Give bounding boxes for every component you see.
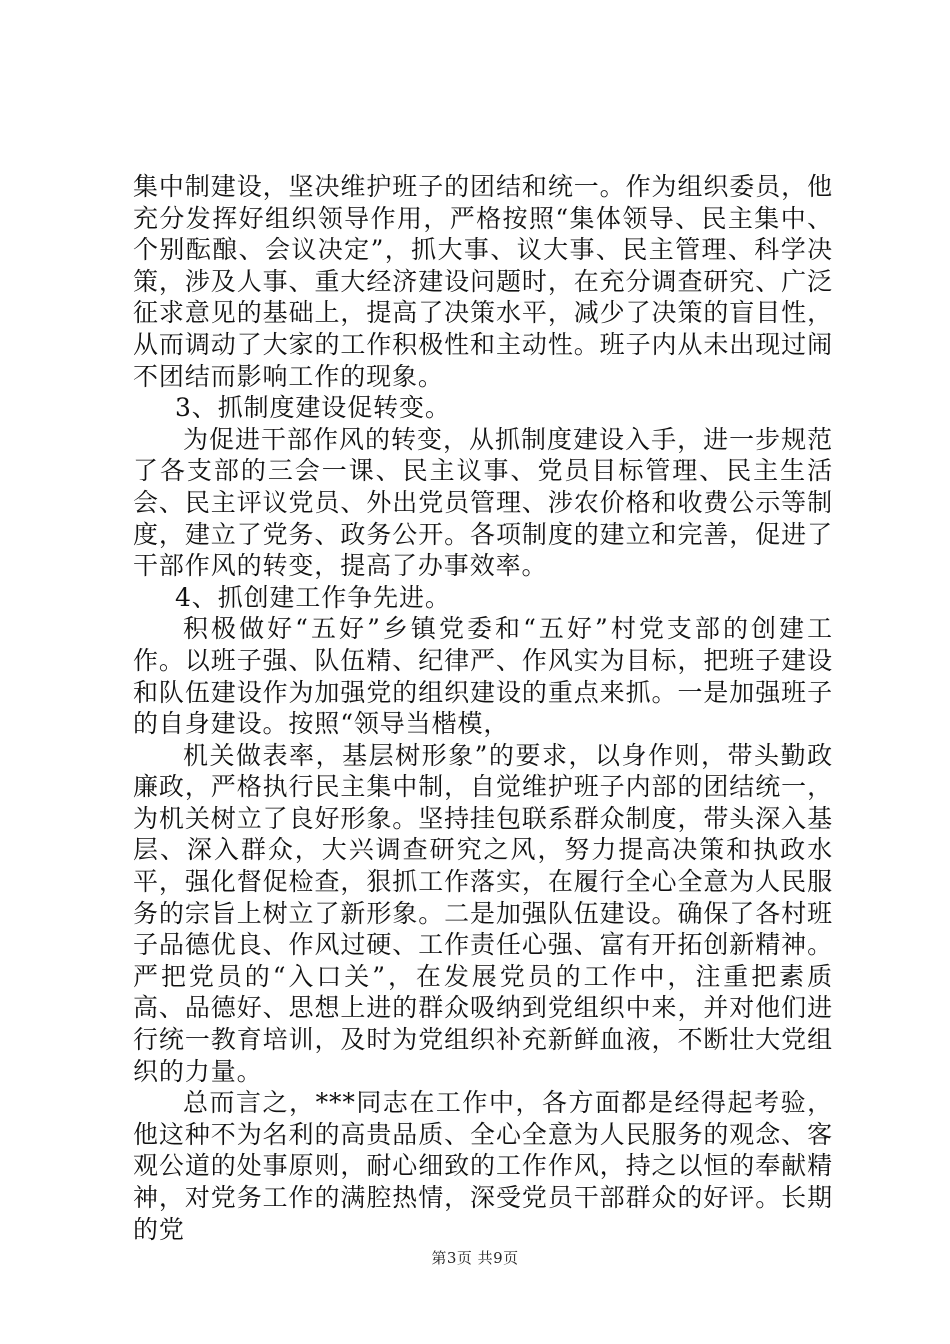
paragraph: 积极做好“五好”乡镇党委和“五好”村党支部的创建工作。以班子强、队伍精、纪律严、作风实为目标，把班子建设和队伍建设作为加强党的组织建设的重点来抓。一是加强班子的自身建设。按照“领导当楷模，	[133, 614, 833, 739]
section-heading: 4、抓创建工作争先进。	[175, 582, 451, 612]
page-number-label: 第3页 共9页	[431, 1249, 519, 1267]
paragraph: 为促进干部作风的转变，从抓制度建设入手，进一步规范了各支部的三会一课、民主议事、党员目标管理、民主生活会、民主评议党员、外出党员管理、涉农价格和收费公示等制度，建立了党务、政务公开。各项制度的建立和完善，促进了干部作风的转变，提高了办事效率。	[133, 424, 833, 581]
paragraph: 集中制建设，坚决维护班子的团结和统一。作为组织委员，他充分发挥好组织领导作用，严格按照“集体领导、民主集中、个别酝酿、会议决定”，抓大事、议大事、民主管理、科学决策，涉及人事、重大经济建设问题时，在充分调查研究、广泛征求意见的基础上，提高了决策水平，减少了决策的盲目性，从而调动了大家的工作积极性和主动性。班子内从未出现过闹不团结而影响工作的现象。	[133, 172, 833, 391]
body-text	[133, 171, 833, 1245]
paragraph: 机关做表率，基层树形象”的要求，以身作则，带头勤政廉政，严格执行民主集中制，自觉维护班子内部的团结统一，为机关树立了良好形象。坚持挂包联系群众制度，带头深入基层、深入群众，大兴调查研究之风，努力提高决策和执政水平，强化督促检查，狠抓工作落实，在履行全心全意为人民服务的宗旨上树立了新形象。二是加强队伍建设。确保了各村班子品德优良、作风过硬、工作责任心强、富有开拓创新精神。严把党员的“入口关”，在发展党员的工作中，注重把素质高、品德好、思想上进的群众吸纳到党组织中来，并对他们进行统一教育培训，及时为党组织补充新鲜血液，不断壮大党组织的力量。	[133, 740, 833, 1086]
section-heading: 3、抓制度建设促转变。	[175, 393, 451, 423]
paragraph: 总而言之，***同志在工作中，各方面都是经得起考验，他这种不为名利的高贵品质、全心全意为人民服务的观念、客观公道的处事原则，耐心细致的工作作风，持之以恒的奉献精神，对党务工作的满腔热情，深受党员干部群众的好评。长期的党	[133, 1088, 833, 1244]
page-footer	[0, 1247, 950, 1268]
